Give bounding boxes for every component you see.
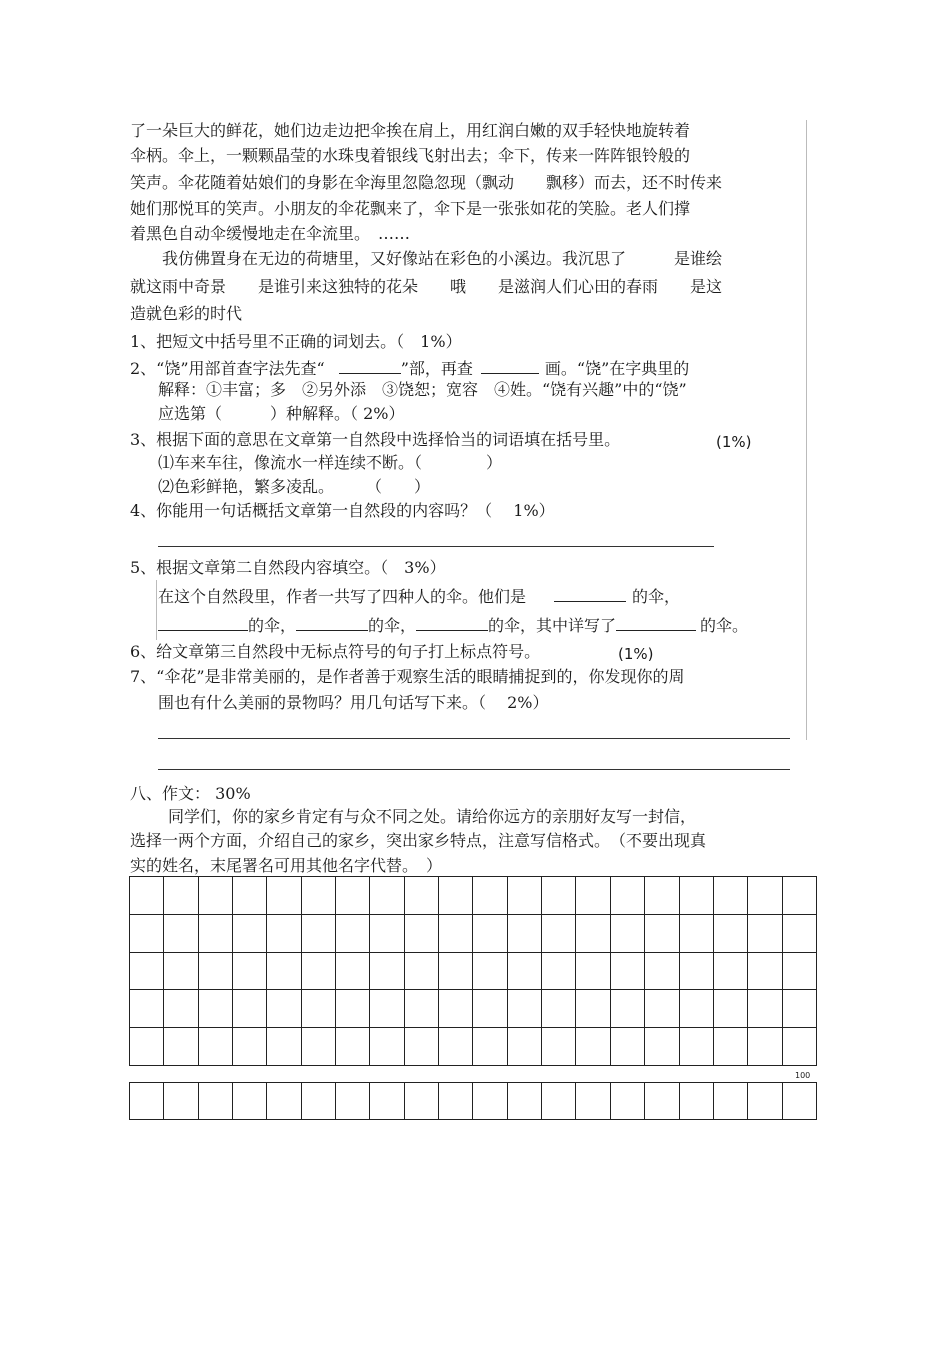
grid-cell[interactable]: [576, 952, 610, 990]
grid-cell[interactable]: [233, 1028, 267, 1066]
grid-cell[interactable]: [267, 914, 301, 952]
grid-cell[interactable]: [679, 877, 713, 915]
grid-cell[interactable]: [507, 1083, 541, 1120]
grid-cell[interactable]: [198, 877, 232, 915]
grid-cell[interactable]: [748, 914, 782, 952]
umbrella-blank-1[interactable]: [554, 584, 626, 602]
question-7-cont: 围也有什么美丽的景物吗？用几句话写下来。（ 2%）: [158, 693, 549, 712]
question-5-text: 的伞，其中详写了: [488, 616, 617, 635]
grid-cell[interactable]: [542, 877, 576, 915]
umbrella-blank-2[interactable]: [158, 613, 248, 631]
grid-cell[interactable]: [473, 952, 507, 990]
grid-row: [130, 914, 817, 952]
grid-cell[interactable]: [130, 1083, 164, 1120]
question-5-text: 的伞，: [368, 616, 417, 635]
grid-cell[interactable]: [782, 1083, 816, 1120]
question-5-text: 在这个自然段里，作者一共写了四种人的伞。他们是: [158, 587, 527, 606]
grid-cell[interactable]: [404, 990, 438, 1028]
question-5-text: 的伞，: [632, 587, 681, 606]
question-2-text: 画。“饶”在字典里的: [544, 359, 690, 378]
grid-cell[interactable]: [301, 914, 335, 952]
grid-cell[interactable]: [542, 1083, 576, 1120]
grid-cell[interactable]: [404, 914, 438, 952]
grid-cell[interactable]: [198, 1028, 232, 1066]
grid-cell[interactable]: [645, 1028, 679, 1066]
grid-cell[interactable]: [439, 1028, 473, 1066]
grid-cell[interactable]: [645, 877, 679, 915]
grid-cell[interactable]: [198, 990, 232, 1028]
grid-cell[interactable]: [301, 952, 335, 990]
margin-line: [156, 580, 157, 640]
grid-cell[interactable]: [782, 952, 816, 990]
question-1: 1、把短文中括号里不正确的词划去。（ 1%）: [130, 332, 462, 351]
grid-cell[interactable]: [748, 952, 782, 990]
answer-line[interactable]: [158, 546, 714, 547]
grid-cell[interactable]: [233, 1083, 267, 1120]
question-3-item-2: ⑵色彩鲜艳，繁多凌乱。 （ ）: [158, 477, 431, 496]
grid-cell[interactable]: [267, 1028, 301, 1066]
grid-cell[interactable]: [370, 1083, 404, 1120]
grid-cell[interactable]: [748, 877, 782, 915]
grid-cell[interactable]: [645, 990, 679, 1028]
grid-cell[interactable]: [473, 1083, 507, 1120]
grid-cell[interactable]: [748, 990, 782, 1028]
grid-cell[interactable]: [610, 952, 644, 990]
grid-cell[interactable]: [439, 1083, 473, 1120]
question-3: 3、根据下面的意思在文章第一自然段中选择恰当的词语填在括号里。: [130, 430, 621, 449]
grid-cell[interactable]: [439, 877, 473, 915]
answer-line[interactable]: [158, 769, 790, 770]
grid-cell[interactable]: [370, 877, 404, 915]
grid-cell[interactable]: [301, 877, 335, 915]
grid-row: [130, 877, 817, 915]
grid-cell[interactable]: [507, 914, 541, 952]
grid-cell[interactable]: [782, 914, 816, 952]
grid-cell[interactable]: [576, 877, 610, 915]
grid-cell[interactable]: [198, 952, 232, 990]
grid-cell[interactable]: [713, 952, 747, 990]
grid-cell[interactable]: [473, 914, 507, 952]
grid-cell[interactable]: [370, 990, 404, 1028]
question-5-line-1: [158, 584, 680, 608]
grid-cell[interactable]: [301, 990, 335, 1028]
grid-cell[interactable]: [679, 1028, 713, 1066]
question-2: [130, 356, 689, 380]
radical-blank[interactable]: [339, 356, 401, 374]
grid-cell[interactable]: [301, 1083, 335, 1120]
grid-cell[interactable]: [267, 1083, 301, 1120]
writing-grid[interactable]: [129, 1082, 817, 1120]
grid-cell[interactable]: [713, 1083, 747, 1120]
question-3-score: (1%): [716, 433, 752, 451]
grid-cell[interactable]: [301, 1028, 335, 1066]
grid-cell[interactable]: [164, 952, 198, 990]
grid-cell[interactable]: [404, 1083, 438, 1120]
grid-cell[interactable]: [748, 1083, 782, 1120]
grid-cell[interactable]: [473, 1028, 507, 1066]
grid-cell[interactable]: [576, 990, 610, 1028]
grid-cell[interactable]: [164, 914, 198, 952]
composition-prompt: 实的姓名，末尾署名可用其他名字代替。 ）: [130, 856, 443, 875]
question-4: 4、你能用一句话概括文章第一自然段的内容吗？（ 1%）: [130, 501, 555, 520]
grid-cell[interactable]: [542, 914, 576, 952]
grid-cell[interactable]: [130, 877, 164, 915]
grid-cell[interactable]: [336, 990, 370, 1028]
grid-cell[interactable]: [542, 952, 576, 990]
stroke-count-blank[interactable]: [481, 356, 539, 374]
grid-cell[interactable]: [610, 877, 644, 915]
grid-cell[interactable]: [610, 1083, 644, 1120]
grid-cell[interactable]: [576, 1028, 610, 1066]
grid-cell[interactable]: [713, 1028, 747, 1066]
passage-line: 了一朵巨大的鲜花，她们边走边把伞挨在肩上，用红润白嫩的双手轻快地旋转着: [130, 121, 691, 140]
grid-cell[interactable]: [404, 1028, 438, 1066]
grid-cell[interactable]: [679, 952, 713, 990]
grid-cell[interactable]: [164, 1028, 198, 1066]
grid-cell[interactable]: [645, 914, 679, 952]
grid-cell[interactable]: [507, 952, 541, 990]
grid-cell[interactable]: [164, 990, 198, 1028]
question-5-text: 的伞。: [700, 616, 749, 635]
grid-cell[interactable]: [404, 952, 438, 990]
passage-line: 我仿佛置身在无边的荷塘里，又好像站在彩色的小溪边。我沉思了 是谁绘: [130, 249, 723, 268]
grid-cell[interactable]: [645, 952, 679, 990]
grid-cell[interactable]: [164, 1083, 198, 1120]
composition-prompt: 同学们，你的家乡肯定有与众不同之处。请给你远方的亲朋好友写一封信，: [168, 807, 697, 826]
grid-cell[interactable]: [713, 877, 747, 915]
question-3-item-1: ⑴车来车往，像流水一样连续不断。（ ）: [158, 453, 503, 472]
writing-grid[interactable]: [129, 876, 817, 1066]
grid-cell[interactable]: [233, 952, 267, 990]
grid-cell[interactable]: [130, 914, 164, 952]
grid-cell[interactable]: [782, 877, 816, 915]
passage-line: 她们那悦耳的笑声。小朋友的伞花飘来了，伞下是一张张如花的笑脸。老人们撑: [130, 199, 691, 218]
grid-cell[interactable]: [473, 990, 507, 1028]
question-5: 5、根据文章第二自然段内容填空。（ 3%）: [130, 558, 446, 577]
grid-cell[interactable]: [267, 952, 301, 990]
composition-title: 八、作文： 30%: [130, 784, 251, 803]
grid-cell[interactable]: [748, 1028, 782, 1066]
grid-cell[interactable]: [336, 877, 370, 915]
passage-line: 伞柄。伞上，一颗颗晶莹的水珠曳着银线飞射出去；伞下，传来一阵阵银铃般的: [130, 146, 691, 165]
umbrella-blank-5[interactable]: [616, 613, 696, 631]
grid-cell[interactable]: [782, 990, 816, 1028]
grid-cell[interactable]: [713, 990, 747, 1028]
passage-line: 就这雨中奇景 是谁引来这独特的花朵 哦 是滋润人们心田的春雨 是这: [130, 277, 723, 296]
grid-cell[interactable]: [507, 877, 541, 915]
question-5-text: 的伞，: [248, 616, 297, 635]
grid-cell[interactable]: [130, 952, 164, 990]
grid-row: [130, 1083, 817, 1120]
passage-line: 着黑色自动伞缓慢地走在伞流里。 ……: [130, 224, 411, 243]
grid-cell[interactable]: [370, 952, 404, 990]
grid-cell[interactable]: [542, 990, 576, 1028]
grid-cell[interactable]: [645, 1083, 679, 1120]
question-2-definitions: 解释：①丰富；多 ②另外添 ③饶恕；宽容 ④姓。“饶有兴趣”中的“饶”: [158, 380, 687, 399]
grid-cell[interactable]: [336, 1028, 370, 1066]
grid-cell[interactable]: [679, 1083, 713, 1120]
grid-cell[interactable]: [370, 1028, 404, 1066]
umbrella-blank-4[interactable]: [416, 613, 488, 631]
grid-cell[interactable]: [198, 914, 232, 952]
question-6-score: (1%): [618, 645, 654, 663]
grid-cell[interactable]: [610, 1028, 644, 1066]
umbrella-blank-3[interactable]: [296, 613, 368, 631]
answer-line[interactable]: [158, 738, 790, 739]
grid-cell[interactable]: [130, 1028, 164, 1066]
question-5-line-2: [158, 613, 748, 637]
passage-line: 造就色彩的时代: [130, 304, 243, 323]
margin-line: [806, 120, 807, 740]
grid-cell[interactable]: [404, 877, 438, 915]
question-2-choice: 应选第（ ）种解释。（ 2%）: [158, 404, 405, 423]
grid-cell[interactable]: [610, 990, 644, 1028]
grid-count-label: 100: [795, 1071, 811, 1080]
grid-cell[interactable]: [233, 914, 267, 952]
question-2-text: ”部，再查: [400, 359, 473, 378]
grid-cell[interactable]: [164, 877, 198, 915]
grid-cell[interactable]: [679, 990, 713, 1028]
grid-cell[interactable]: [576, 1083, 610, 1120]
grid-cell[interactable]: [130, 990, 164, 1028]
grid-cell[interactable]: [507, 990, 541, 1028]
grid-cell[interactable]: [679, 914, 713, 952]
grid-cell[interactable]: [713, 914, 747, 952]
grid-cell[interactable]: [233, 877, 267, 915]
grid-row: [130, 990, 817, 1028]
grid-cell[interactable]: [439, 952, 473, 990]
composition-prompt: 选择一两个方面，介绍自己的家乡，突出家乡特点，注意写信格式。 （不要出现真: [130, 831, 707, 850]
grid-row: [130, 952, 817, 990]
question-6: 6、给文章第三自然段中无标点符号的句子打上标点符号。: [130, 642, 541, 661]
grid-cell[interactable]: [507, 1028, 541, 1066]
grid-cell[interactable]: [782, 1028, 816, 1066]
grid-cell[interactable]: [473, 877, 507, 915]
grid-cell[interactable]: [439, 990, 473, 1028]
grid-cell[interactable]: [610, 914, 644, 952]
grid-cell[interactable]: [233, 990, 267, 1028]
grid-cell[interactable]: [336, 952, 370, 990]
grid-cell[interactable]: [439, 914, 473, 952]
grid-cell[interactable]: [336, 914, 370, 952]
grid-cell[interactable]: [267, 990, 301, 1028]
grid-cell[interactable]: [267, 877, 301, 915]
grid-cell[interactable]: [198, 1083, 232, 1120]
grid-cell[interactable]: [370, 914, 404, 952]
grid-cell[interactable]: [576, 914, 610, 952]
grid-cell[interactable]: [336, 1083, 370, 1120]
grid-cell[interactable]: [542, 1028, 576, 1066]
passage-line: 笑声。伞花随着姑娘们的身影在伞海里忽隐忽现（飘动 飘移）而去，还不时传来: [130, 173, 723, 192]
question-2-text: 2、“饶”用部首查字法先查“: [130, 359, 325, 378]
question-7: 7、“伞花”是非常美丽的，是作者善于观察生活的眼睛捕捉到的，你发现你的周: [130, 667, 685, 686]
grid-row: [130, 1028, 817, 1066]
